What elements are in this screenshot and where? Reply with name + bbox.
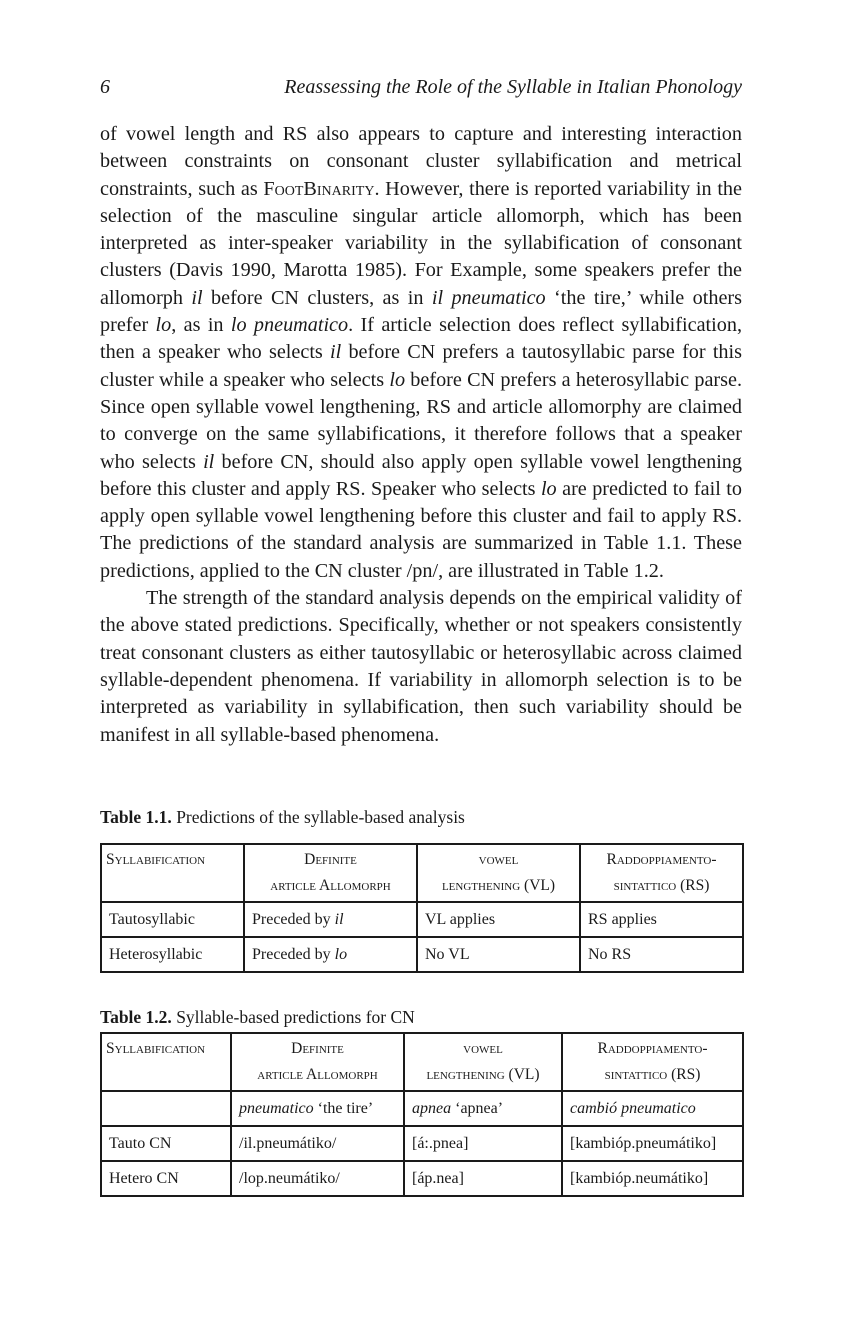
header-cell: Syllabification bbox=[101, 844, 244, 902]
table-cell: RS applies bbox=[580, 902, 743, 937]
table-row bbox=[101, 1126, 743, 1161]
table-cell: No RS bbox=[580, 937, 743, 972]
header-cell: Definite article Allomorph bbox=[244, 844, 417, 902]
table-row bbox=[101, 902, 743, 937]
header-cell: Raddoppiamento- sintattico (RS) bbox=[580, 844, 743, 902]
table-1 bbox=[100, 843, 744, 973]
table-cell: [áp.nea] bbox=[404, 1161, 562, 1196]
body-text bbox=[100, 121, 742, 749]
table-header-row bbox=[101, 1033, 743, 1091]
table-cell: pneumatico ‘the tire’ bbox=[231, 1091, 404, 1126]
constraint-name: FootBinarity bbox=[263, 177, 375, 200]
table-cell: Preceded by lo bbox=[244, 937, 417, 972]
table-cell: Heterosyllabic bbox=[101, 937, 244, 972]
header-cell: Syllabification bbox=[101, 1033, 231, 1091]
table-cell: /lop.neumátiko/ bbox=[231, 1161, 404, 1196]
table-2 bbox=[100, 1032, 744, 1197]
table-cell: apnea ‘apnea’ bbox=[404, 1091, 562, 1126]
table-cell: [kambióp.pneumátiko] bbox=[562, 1126, 743, 1161]
table-cell: [á:.pnea] bbox=[404, 1126, 562, 1161]
header-cell: Definite article Allomorph bbox=[231, 1033, 404, 1091]
header-cell: Raddoppiamento- sintattico (RS) bbox=[562, 1033, 743, 1091]
table-cell: cambió pneumatico bbox=[562, 1091, 743, 1126]
running-title: Reassessing the Role of the Syllable in Italian Phonology bbox=[284, 76, 742, 98]
table-row bbox=[101, 937, 743, 972]
page-number: 6 bbox=[100, 76, 110, 98]
table-row bbox=[101, 1161, 743, 1196]
table-cell: Hetero CN bbox=[101, 1161, 231, 1196]
header-cell: vowel lengthening (VL) bbox=[404, 1033, 562, 1091]
table-cell: Preceded by il bbox=[244, 902, 417, 937]
table-header-row bbox=[101, 844, 743, 902]
table-cell: Tautosyllabic bbox=[101, 902, 244, 937]
table-cell: No VL bbox=[417, 937, 580, 972]
running-head bbox=[100, 76, 742, 102]
table-cell: /il.pneumátiko/ bbox=[231, 1126, 404, 1161]
paragraph-1: of vowel length and RS also appears to capture and interesting interaction between constraints on consonant cluster syllabification and metrical constraints, such as FootBinarity. However, there is reported variability in the selection of the masculine singular article allomorph, which has been interpreted as inter-speaker variability in the syllabification of consonant clusters (Davis 1990, Marotta 1985). For Example, some speakers prefer the allomorph il before CN clusters, as in il pneumatico ‘the tire,’ while others prefer lo, as in lo pneumatico. If article selection does reflect syllabification, then a speaker who selects il before CN prefers a tautosyllabic parse for this cluster while a speaker who selects lo before CN prefers a heterosyllabic parse. Since open syllable vowel lengthening, RS and article allomorphy are claimed to converge on the same syllabifications, it therefore follows that a speaker who selects il before CN, should also apply open syllable vowel lengthening before this cluster and apply RS. Speaker who selects lo are predicted to fail to apply open syllable vowel lengthening before this cluster and fail to apply RS. The predictions of the standard analysis are summarized in Table 1.1. These predictions, applied to the CN cluster /pn/, are illustrated in Table 1.2. bbox=[100, 123, 742, 582]
table-2-caption: Table 1.2. Syllable-based predictions for CN bbox=[100, 1007, 415, 1027]
table-cell: VL applies bbox=[417, 902, 580, 937]
header-cell: vowel lengthening (VL) bbox=[417, 844, 580, 902]
paragraph-2: The strength of the standard analysis depends on the empirical validity of the above stated predictions. Specifically, whether or not speakers consistently treat consonant clusters as either tautosyllabic or heterosyllabic across claimed syllable-dependent phenomena. If variability in allomorph selection is to be interpreted as variability in syllabification, then such variability should be manifest in all syllable-based phenomena. bbox=[100, 587, 742, 746]
table-1-caption: Table 1.1. Predictions of the syllable-based analysis bbox=[100, 807, 465, 827]
table-cell: [kambióp.neumátiko] bbox=[562, 1161, 743, 1196]
table-example-row bbox=[101, 1091, 743, 1126]
table-cell bbox=[101, 1091, 231, 1126]
table-cell: Tauto CN bbox=[101, 1126, 231, 1161]
